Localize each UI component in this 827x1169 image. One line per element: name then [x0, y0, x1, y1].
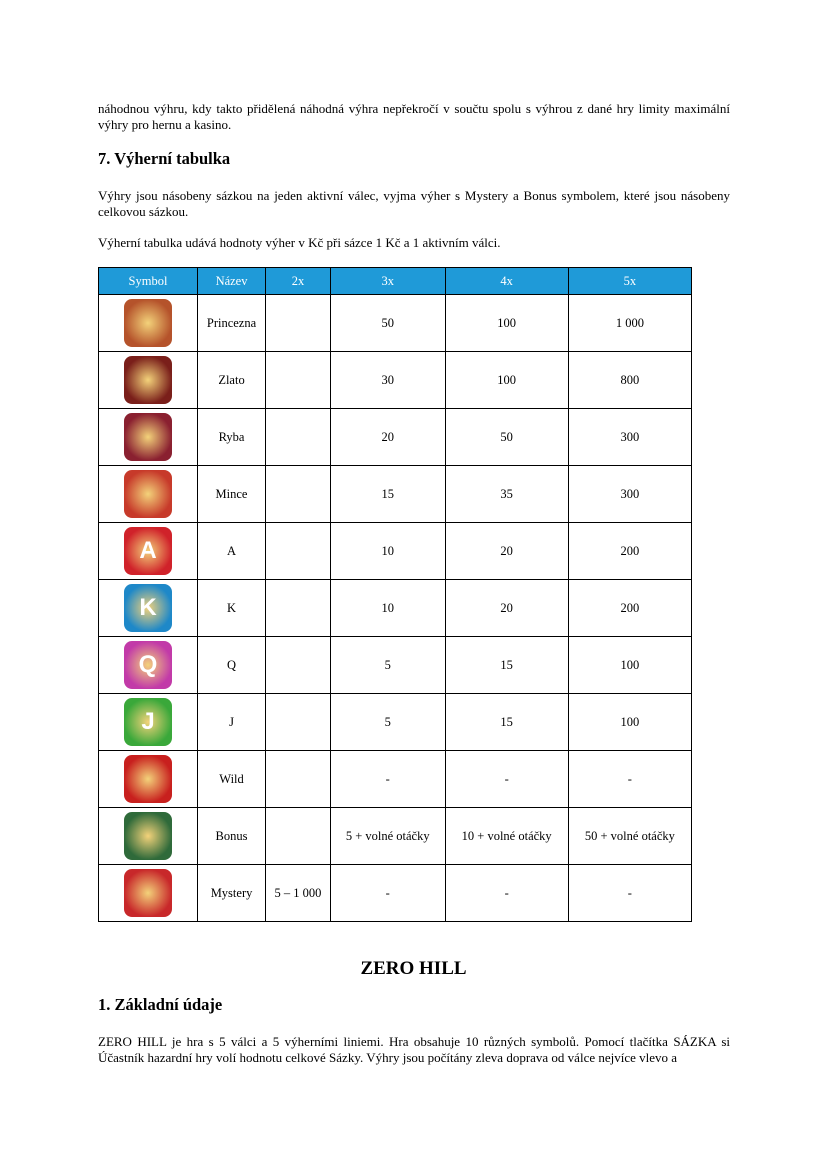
pay-5x-cell: 100 — [568, 637, 691, 694]
pay-3x-cell: 20 — [330, 409, 445, 466]
pay-3x-cell: 50 — [330, 295, 445, 352]
princess-symbol-icon — [124, 299, 172, 347]
name-cell: A — [198, 523, 266, 580]
mystery-symbol-icon — [124, 869, 172, 917]
paytable — [98, 267, 692, 922]
wild-symbol-icon — [124, 755, 172, 803]
pay-2x-cell — [266, 637, 331, 694]
bonus-symbol-icon — [124, 812, 172, 860]
symbol-cell — [99, 751, 198, 808]
pay-4x-cell: 100 — [445, 295, 568, 352]
symbol-cell — [99, 865, 198, 922]
pay-2x-cell — [266, 694, 331, 751]
section-1-heading: 1. Základní údaje — [98, 995, 223, 1014]
header-symbol: Symbol — [99, 268, 198, 295]
paytable-header — [99, 268, 692, 295]
coins-symbol-icon — [124, 470, 172, 518]
table-row — [99, 295, 692, 352]
section-7-heading: 7. Výherní tabulka — [98, 149, 231, 168]
header-3x: 3x — [330, 268, 445, 295]
pay-4x-cell: 15 — [445, 637, 568, 694]
pay-2x-cell — [266, 466, 331, 523]
pay-3x-cell: - — [330, 751, 445, 808]
pay-5x-cell: 300 — [568, 466, 691, 523]
pay-5x-cell: 300 — [568, 409, 691, 466]
pay-3x-cell: 30 — [330, 352, 445, 409]
symbol-cell — [99, 466, 198, 523]
pay-5x-cell: - — [568, 751, 691, 808]
pay-4x-cell: - — [445, 751, 568, 808]
pay-4x-cell: 50 — [445, 409, 568, 466]
zero-hill-paragraph: ZERO HILL je hra s 5 válci a 5 výherními liniemi. Hra obsahuje 10 různých symbolů. Pomocí tlačítka SÁZKA si Účastník hazardní hry volí hodnotu celkové Sázky. Výhry jsou počítány zleva doprava od válce nejvíce vlevo a — [98, 1034, 730, 1065]
name-cell: Ryba — [198, 409, 266, 466]
section-7-paragraph-2: Výherní tabulka udává hodnoty výher v Kč při sázce 1 Kč a 1 aktivním válci. — [98, 235, 501, 250]
name-cell: Mince — [198, 466, 266, 523]
pay-5x-cell: 200 — [568, 580, 691, 637]
symbol-cell — [99, 523, 198, 580]
symbol-cell — [99, 694, 198, 751]
pay-2x-cell — [266, 580, 331, 637]
table-row — [99, 808, 692, 865]
table-row — [99, 751, 692, 808]
header-name: Název — [198, 268, 266, 295]
pay-3x-cell: 5 — [330, 637, 445, 694]
table-row — [99, 694, 692, 751]
pay-5x-cell: - — [568, 865, 691, 922]
pay-3x-cell: 10 — [330, 580, 445, 637]
j-symbol-icon: J — [124, 698, 172, 746]
name-cell: Mystery — [198, 865, 266, 922]
pay-5x-cell: 50 + volné otáčky — [568, 808, 691, 865]
symbol-cell — [99, 352, 198, 409]
intro-paragraph: náhodnou výhru, kdy takto přidělená náhodná výhra nepřekročí v součtu spolu s výhrou z dané hry limity maximální výhry pro hernu a kasino. — [98, 101, 730, 132]
table-row — [99, 352, 692, 409]
header-2x: 2x — [266, 268, 331, 295]
fish-symbol-icon — [124, 413, 172, 461]
table-row — [99, 865, 692, 922]
gold-symbol-icon — [124, 356, 172, 404]
name-cell: Bonus — [198, 808, 266, 865]
symbol-cell — [99, 637, 198, 694]
pay-3x-cell: - — [330, 865, 445, 922]
table-row — [99, 637, 692, 694]
header-4x: 4x — [445, 268, 568, 295]
pay-2x-cell — [266, 409, 331, 466]
pay-4x-cell: 15 — [445, 694, 568, 751]
pay-3x-cell: 5 — [330, 694, 445, 751]
symbol-cell — [99, 808, 198, 865]
pay-4x-cell: 20 — [445, 523, 568, 580]
pay-2x-cell — [266, 751, 331, 808]
table-row — [99, 409, 692, 466]
pay-4x-cell: 10 + volné otáčky — [445, 808, 568, 865]
symbol-cell — [99, 580, 198, 637]
pay-3x-cell: 15 — [330, 466, 445, 523]
pay-2x-cell — [266, 352, 331, 409]
a-symbol-icon: A — [124, 527, 172, 575]
symbol-cell — [99, 295, 198, 352]
name-cell: Zlato — [198, 352, 266, 409]
pay-5x-cell: 800 — [568, 352, 691, 409]
pay-2x-cell — [266, 808, 331, 865]
pay-4x-cell: 35 — [445, 466, 568, 523]
table-row — [99, 466, 692, 523]
table-row — [99, 523, 692, 580]
pay-2x-cell — [266, 523, 331, 580]
pay-2x-cell: 5 – 1 000 — [266, 865, 331, 922]
pay-3x-cell: 5 + volné otáčky — [330, 808, 445, 865]
pay-5x-cell: 1 000 — [568, 295, 691, 352]
zero-hill-title: ZERO HILL — [360, 958, 467, 979]
pay-2x-cell — [266, 295, 331, 352]
symbol-cell — [99, 409, 198, 466]
pay-5x-cell: 200 — [568, 523, 691, 580]
pay-4x-cell: 20 — [445, 580, 568, 637]
name-cell: K — [198, 580, 266, 637]
name-cell: Princezna — [198, 295, 266, 352]
pay-4x-cell: 100 — [445, 352, 568, 409]
q-symbol-icon: Q — [124, 641, 172, 689]
pay-5x-cell: 100 — [568, 694, 691, 751]
pay-4x-cell: - — [445, 865, 568, 922]
k-symbol-icon: K — [124, 584, 172, 632]
header-5x: 5x — [568, 268, 691, 295]
table-row — [99, 580, 692, 637]
pay-3x-cell: 10 — [330, 523, 445, 580]
name-cell: J — [198, 694, 266, 751]
name-cell: Wild — [198, 751, 266, 808]
name-cell: Q — [198, 637, 266, 694]
section-7-paragraph-1: Výhry jsou násobeny sázkou na jeden aktivní válec, vyjma výher s Mystery a Bonus symbolem, které jsou násobeny celkovou sázkou. — [98, 188, 730, 219]
